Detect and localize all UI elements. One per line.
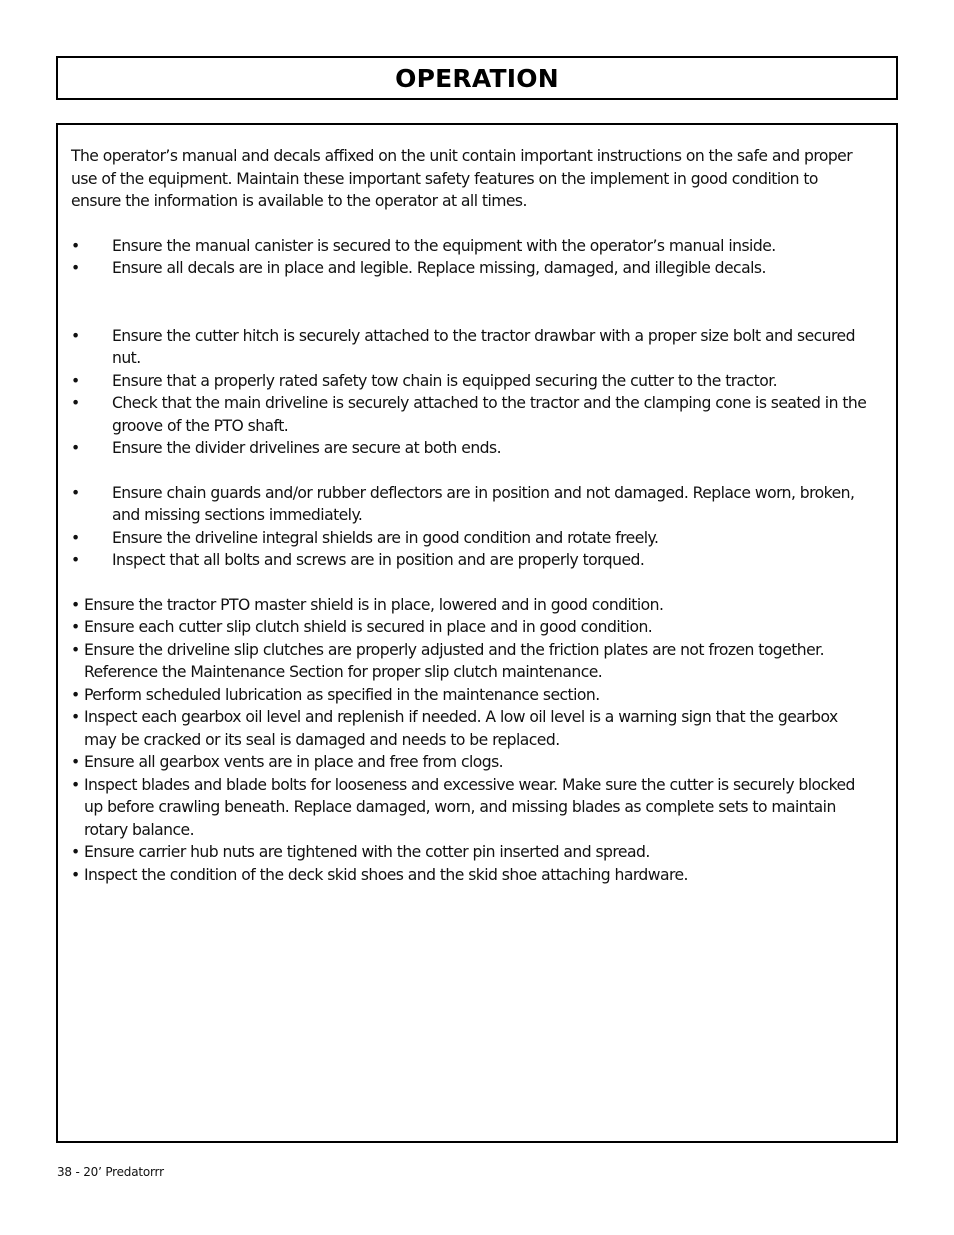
bullet-mark: • xyxy=(71,326,80,345)
bullet-group-documentation xyxy=(71,235,871,280)
list-item: • Inspect blades and blade bolts for looseness and excessive wear. Make sure the cutter is securely blocked up before crawling beneath. Replace damaged, worn, and missing blades as complete sets to maintain rotary balance. xyxy=(71,774,871,842)
bullet-mark: • xyxy=(71,685,80,704)
list-item: • Check that the main driveline is securely attached to the tractor and the clamping cone is seated in the groove of the PTO shaft. xyxy=(71,392,871,437)
section-header xyxy=(56,56,898,100)
bullet-mark: • xyxy=(71,551,80,569)
list-item: • Ensure chain guards and/or rubber deflectors are in position and not damaged. Replace worn, broken, and missing sections immediately. xyxy=(71,482,871,527)
bullet-group-maintenance xyxy=(71,594,871,887)
list-item: • Ensure each cutter slip clutch shield is secured in place and in good condition. xyxy=(71,616,871,639)
bullet-mark: • xyxy=(71,708,80,726)
list-item: • Ensure the cutter hitch is securely attached to the tractor drawbar with a proper size bolt and secured nut. xyxy=(71,325,871,370)
page-title: OPERATION xyxy=(395,63,559,93)
bullet-mark: • xyxy=(71,394,80,412)
list-item: • Ensure the tractor PTO master shield is in place, lowered and in good condition. xyxy=(71,594,871,617)
bullet-mark: • xyxy=(71,528,80,547)
intro-paragraph: The operator’s manual and decals affixed on the unit contain important instructions on the safe and proper use of the equipment. Maintain these important safety features on the implement in good condition to ensure the information is available to the operator at all times. xyxy=(71,147,853,210)
page-footer: 38 - 20’ Predatorrr xyxy=(57,1165,164,1179)
bullet-group-hitch xyxy=(71,325,871,460)
list-item: • Inspect the condition of the deck skid shoes and the skid shoe attaching hardware. xyxy=(71,864,871,887)
list-item: • Ensure carrier hub nuts are tightened with the cotter pin inserted and spread. xyxy=(71,841,871,864)
bullet-mark: • xyxy=(71,640,80,659)
content-panel xyxy=(56,123,898,1143)
content-body xyxy=(71,145,871,886)
bullet-mark: • xyxy=(71,753,80,771)
list-item: • Ensure all gearbox vents are in place and free from clogs. xyxy=(71,751,871,774)
list-item: • Ensure that a properly rated safety tow chain is equipped securing the cutter to the tractor. xyxy=(71,370,871,393)
list-item: • Ensure the manual canister is secured to the equipment with the operator’s manual inside. xyxy=(71,235,871,258)
list-item: • Perform scheduled lubrication as specified in the maintenance section. xyxy=(71,684,871,707)
list-item: • Inspect that all bolts and screws are in position and are properly torqued. xyxy=(71,549,871,572)
list-item: • Inspect each gearbox oil level and replenish if needed. A low oil level is a warning sign that the gearbox may be cracked or its seal is damaged and needs to be replaced. xyxy=(71,706,871,751)
bullet-mark: • xyxy=(71,371,80,390)
bullet-mark: • xyxy=(71,259,80,277)
list-item: • Ensure the driveline slip clutches are properly adjusted and the friction plates are not frozen together. Reference the Maintenance Section for proper slip clutch maintenance. xyxy=(71,639,871,684)
bullet-mark: • xyxy=(71,865,80,884)
list-item: • Ensure all decals are in place and legible. Replace missing, damaged, and illegible decals. xyxy=(71,257,871,280)
bullet-mark: • xyxy=(71,236,80,255)
bullet-mark: • xyxy=(71,439,80,457)
bullet-mark: • xyxy=(71,843,80,861)
bullet-group-shields xyxy=(71,482,871,572)
bullet-mark: • xyxy=(71,618,80,636)
bullet-mark: • xyxy=(71,483,80,502)
list-item: • Ensure the driveline integral shields are in good condition and rotate freely. xyxy=(71,527,871,550)
list-item: • Ensure the divider drivelines are secure at both ends. xyxy=(71,437,871,460)
bullet-mark: • xyxy=(71,775,80,794)
bullet-mark: • xyxy=(71,595,80,614)
